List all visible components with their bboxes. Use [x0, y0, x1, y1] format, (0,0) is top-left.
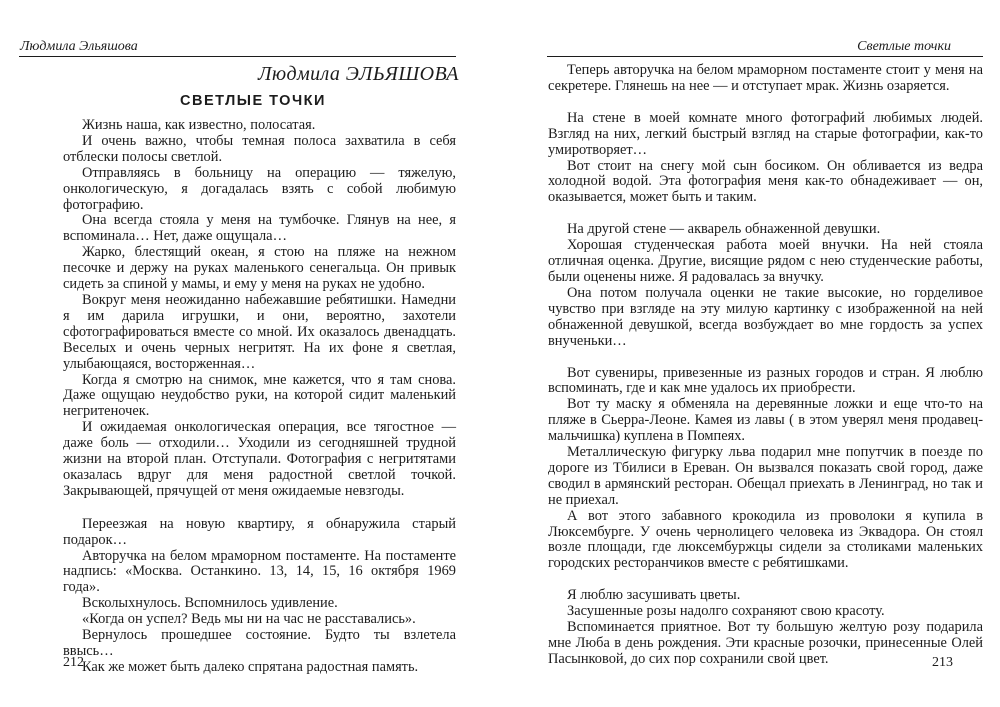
paragraph: «Когда он успел? Ведь мы ни на час не расставались».	[82, 611, 416, 628]
paragraph: Она всегда стояла у меня на тумбочке. Глянув на нее, я вспоминала… Нет, даже ощущала…	[63, 212, 456, 245]
paragraph: Она потом получала оценки не такие высокие, но горделивое чувство при взгляде на эту милую картинку с изображенной на ней обнаженной девушкой, всегда возбуждает во мне гордость за успех внученьки…	[548, 284, 983, 349]
story-title: СВЕТЛЫЕ ТОЧКИ	[180, 93, 326, 109]
paragraph: Жизнь наша, как известно, полосатая.	[82, 117, 316, 133]
paragraph: Жарко, блестящий океан, я стою на пляже на нежном песочке и держу на руках маленького сенегальца. Он привык сидеть за спиной у мамы, и ему у меня на руках не удобно.	[63, 244, 456, 293]
section-break	[548, 350, 983, 366]
paragraph: Как же может быть далеко спрятана радостная память.	[82, 658, 419, 675]
paragraph: Засушенные розы надолго сохраняют свою красоту.	[567, 603, 885, 620]
paragraph: И очень важно, чтобы темная полоса захватила в себя отблески полосы светлой.	[63, 132, 456, 165]
paragraph: Вот стоит на снегу мой сын босиком. Он обливается из ведра холодной водой. Эта фотография меня как-то обнадеживает — он, оказывается, может быть и таким.	[548, 157, 983, 206]
header-rule	[19, 56, 456, 57]
paragraph: Вспоминается приятное. Вот ту большую желтую розу подарила мне Люба в день рождения. Эти красные розочки, принесенные Олей Пасынковой, до сих пор сохранили свой цвет.	[548, 619, 983, 667]
paragraph: На другой стене — акварель обнаженной девушки.	[567, 221, 881, 238]
right-body-text	[548, 63, 983, 668]
running-header: Светлые точки	[857, 39, 951, 54]
paragraph: Когда я смотрю на снимок, мне кажется, что я там снова. Даже ощущаю неудобство руки, на которой сидит маленький негритеночек.	[63, 371, 456, 420]
paragraph: А вот этого забавного крокодила из проволоки я купила в Люксембурге. У очень чернолицего человека из Эквадора. Он стоял возле площади, где люксембуржцы сидели за столиками маленьких городских ресторанчиков вместе с ребятишками.	[548, 507, 983, 572]
running-header: Людмила Эльяшова	[20, 39, 138, 54]
header-rule	[547, 56, 983, 57]
paragraph: И ожидаемая онкологическая операция, все тягостное — даже боль — отходили… Уходили из сегодняшней трудной жизни на второй план. Отступали. Фотография с негритятами оказалась вдруг для меня радостной светлой точкой. Закрывающей, прячущей от меня ожидаемые невзгоды.	[63, 419, 456, 499]
paragraph: Всколыхнулось. Вспомнилось удивление.	[82, 595, 338, 612]
paragraph: Вот ту маску я обменяла на деревянные ложки и еще что-то на пляже в Сьерра-Леоне. Камея из лавы ( в этом уверял меня продавец-мальчишка) куплена в Помпеях.	[548, 396, 983, 445]
paragraph: Металлическую фигурку льва подарил мне попутчик в поезде по дороге из Тбилиси в Ереван. Он вызвался показать свой город, даже сводил в армянский ресторан. Обещал приехать в Ленинград, но так и не приехал.	[548, 444, 983, 508]
paragraph: Вот сувениры, привезенные из разных городов и стран. Я люблю вспоминать, где и как мне удалось их приобрести.	[548, 364, 983, 397]
page-number: 212	[63, 655, 84, 670]
paragraph: Отправляясь в больницу на операцию — тяжелую, онкологическую, я догадалась взять с собой любимую фотографию.	[63, 164, 456, 213]
paragraph: Вернулось прошедшее состояние. Будто ты взлетела ввысь…	[63, 627, 456, 659]
paragraph: Я люблю засушивать цветы.	[567, 587, 741, 604]
author-name: Людмила ЭЛЬЯШОВА	[258, 63, 459, 85]
paragraph: Авторучка на белом мраморном постаменте. На постаменте надпись: «Москва. Останкино. 13, 14, 15, 16 октября 1969 года».	[63, 547, 456, 596]
section-break	[548, 206, 983, 222]
right-page	[500, 0, 1000, 707]
page-number: 213	[932, 655, 953, 670]
section-break	[63, 500, 456, 517]
paragraph: Хорошая студенческая работа моей внучки. На ней стояла отличная оценка. Другие, висящие рядом с нею студенческие работы, были оценены ниже. Я радовалась за внучку.	[548, 237, 983, 285]
paragraph: На стене в моей комнате много фотографий любимых людей. Взгляд на них, легкий быстрый взгляд на старые фотографии, как-то умиротворяет…	[548, 109, 983, 158]
paragraph: Переезжая на новую квартиру, я обнаружила старый подарок…	[63, 515, 456, 548]
paragraph: Теперь авторучка на белом мраморном постаменте стоит у меня на секретере. Глянешь на нее — и отступает мрак. Жизнь озаряется.	[548, 62, 983, 94]
left-body-text	[63, 118, 456, 676]
section-break	[548, 95, 983, 111]
paragraph: Вокруг меня неожиданно набежавшие ребятишки. Намедни я им дарила игрушки, и они, вероятно, захотели сфотографироваться вместе со мной. Их оказалось двенадцать. Веселых и очень черных негритят. На их фоне я светлая, улыбающаяся, восторженная…	[63, 291, 456, 372]
section-break	[548, 572, 983, 588]
